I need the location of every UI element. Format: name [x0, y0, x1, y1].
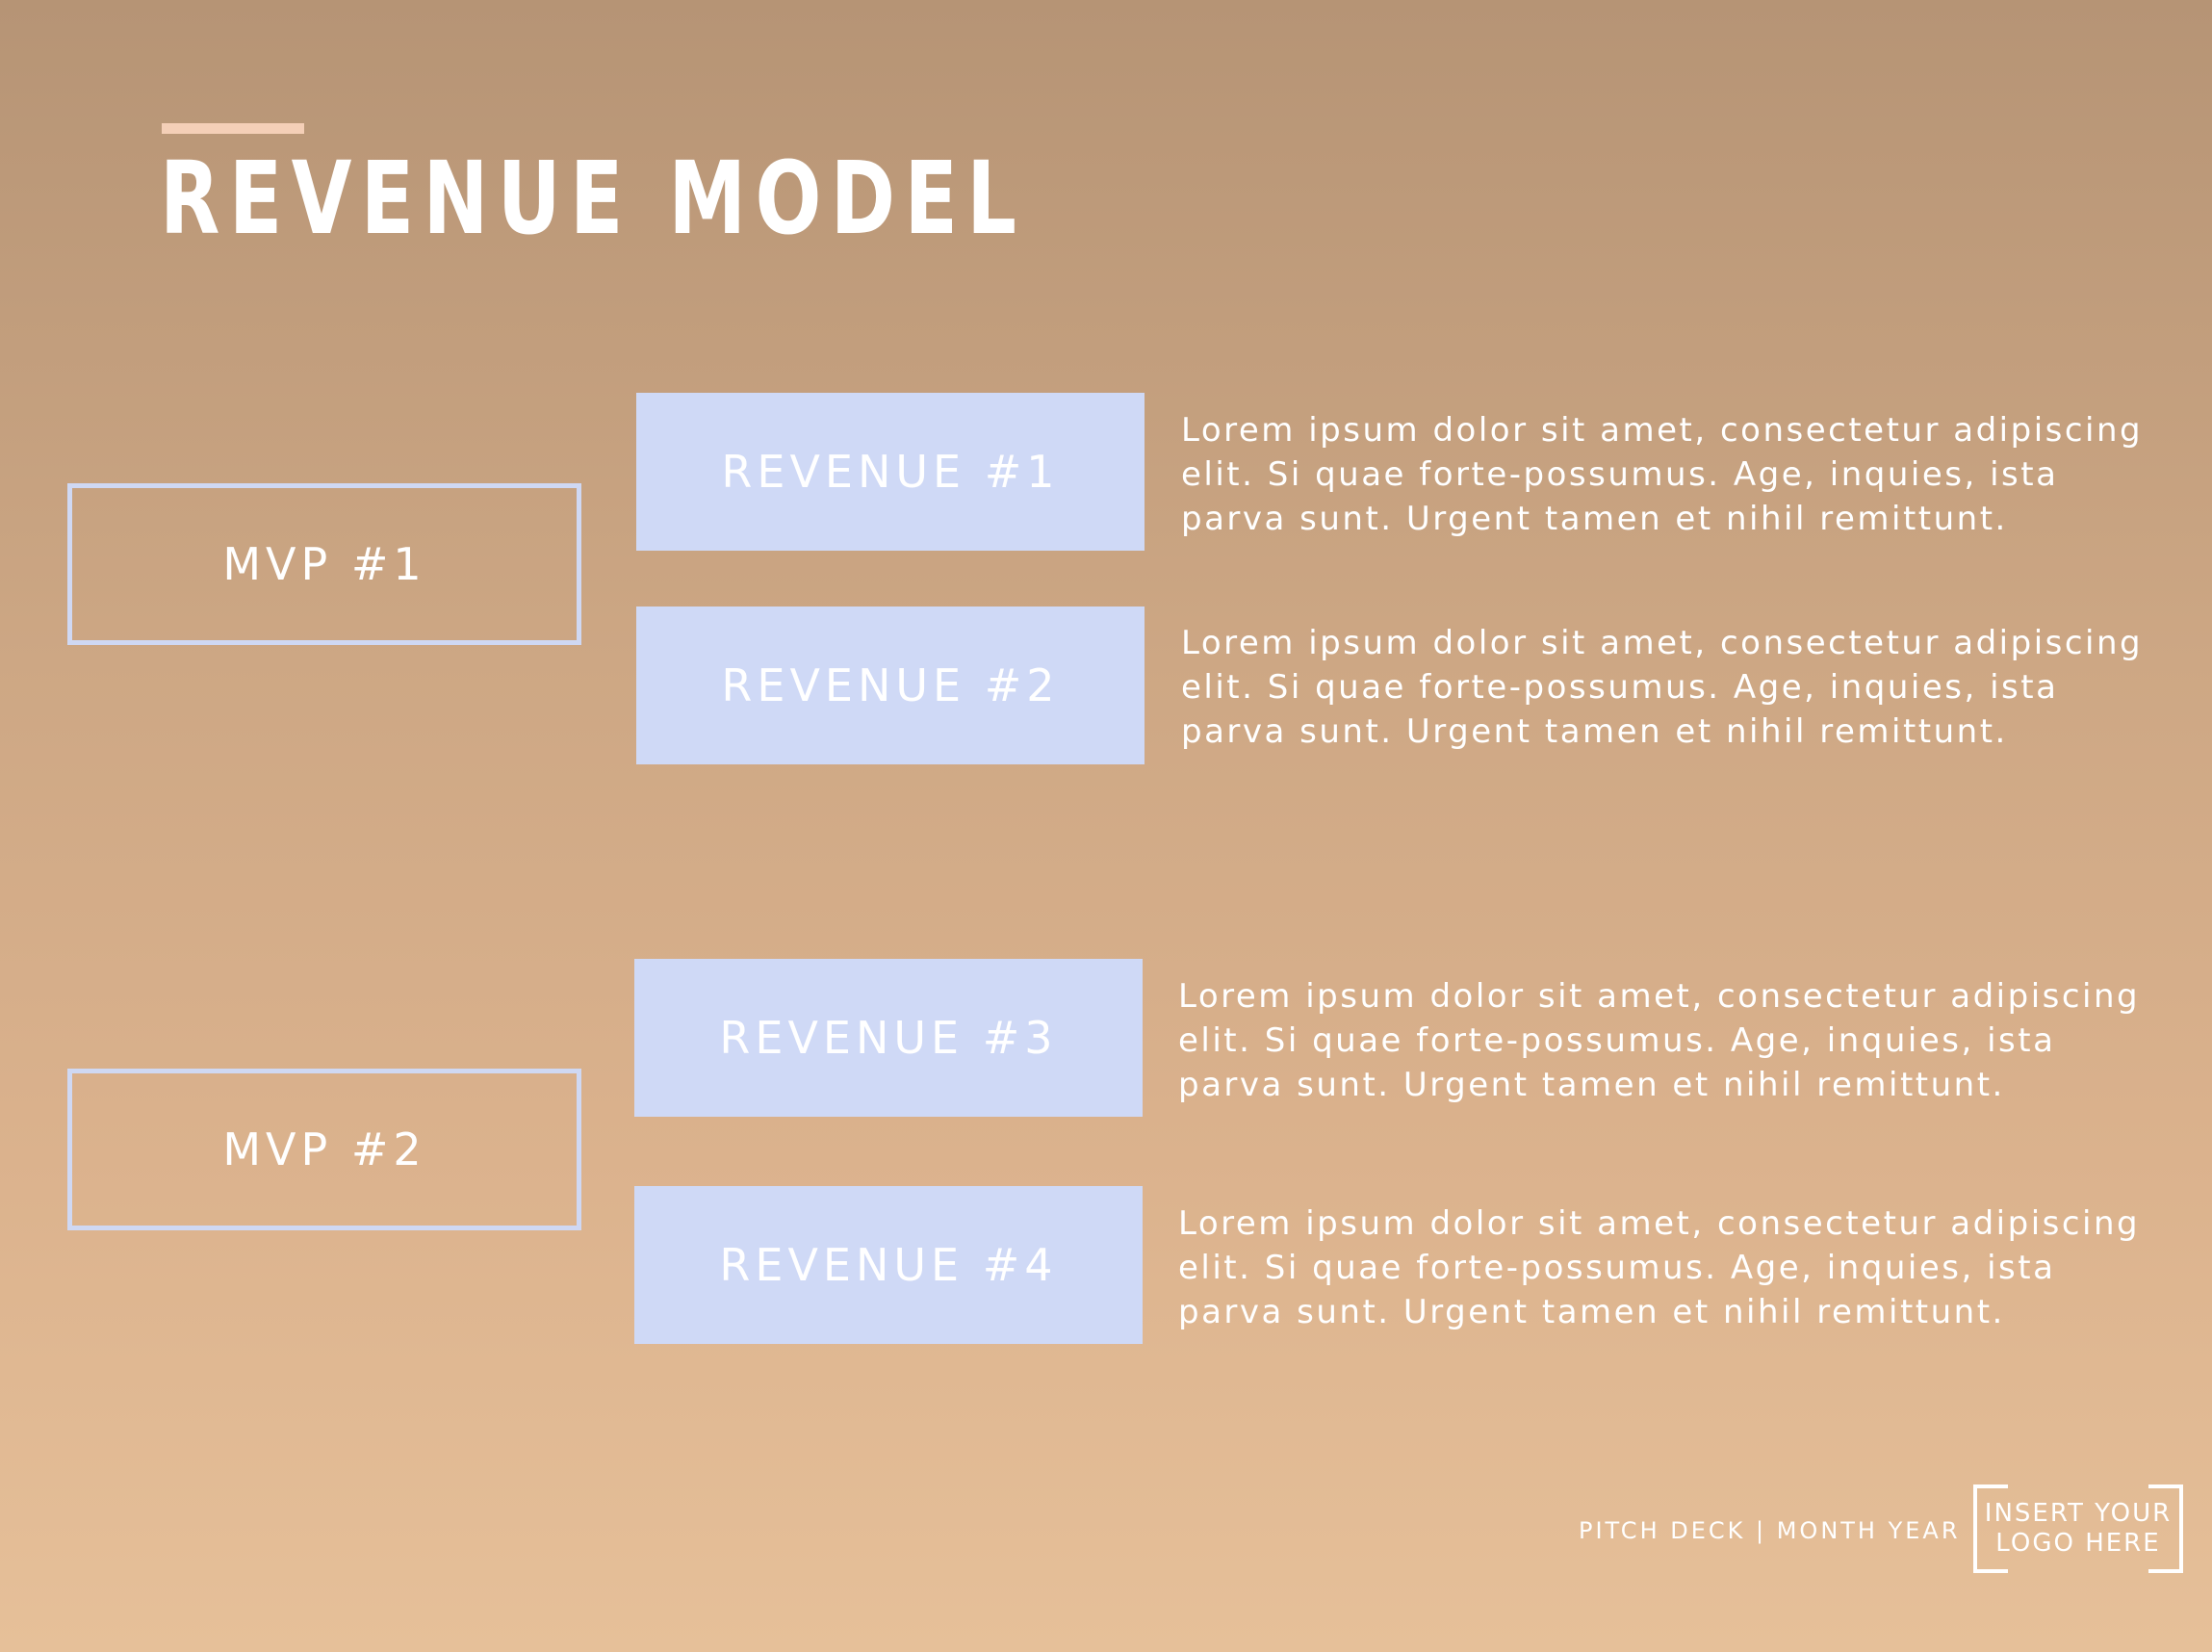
footer-pitch-deck-date: PITCH DECK | MONTH YEAR — [1579, 1517, 1961, 1544]
logo-placeholder — [1973, 1484, 2183, 1573]
mvp-box-1: MVP #1 — [67, 483, 581, 645]
logo-text-line-1: INSERT YOUR — [1984, 1499, 2173, 1528]
revenue-description-1: Lorem ipsum dolor sit amet, consectetur adipiscing elit. Si quae forte-possumus. Age, inquies, ista parva sunt. Urgent tamen et nihil remittunt. — [1181, 411, 2144, 538]
slide-title: REVENUE MODEL — [160, 140, 1026, 257]
mvp-box-2: MVP #2 — [67, 1069, 581, 1230]
logo-text-line-2: LOGO HERE — [1995, 1529, 2161, 1558]
revenue-description-4: Lorem ipsum dolor sit amet, consectetur adipiscing elit. Si quae forte-possumus. Age, inquies, ista parva sunt. Urgent tamen et nihil remittunt. — [1178, 1204, 2141, 1331]
revenue-description-3: Lorem ipsum dolor sit amet, consectetur adipiscing elit. Si quae forte-possumus. Age, inquies, ista parva sunt. Urgent tamen et nihil remittunt. — [1178, 977, 2141, 1104]
revenue-box-4: REVENUE #4 — [634, 1186, 1143, 1344]
revenue-box-2: REVENUE #2 — [636, 607, 1145, 764]
revenue-box-1: REVENUE #1 — [636, 393, 1145, 551]
revenue-description-2: Lorem ipsum dolor sit amet, consectetur adipiscing elit. Si quae forte-possumus. Age, inquies, ista parva sunt. Urgent tamen et nihil remittunt. — [1181, 624, 2144, 751]
revenue-box-3: REVENUE #3 — [634, 959, 1143, 1117]
title-accent-line — [162, 123, 304, 134]
logo-placeholder-text — [1985, 1499, 2172, 1559]
